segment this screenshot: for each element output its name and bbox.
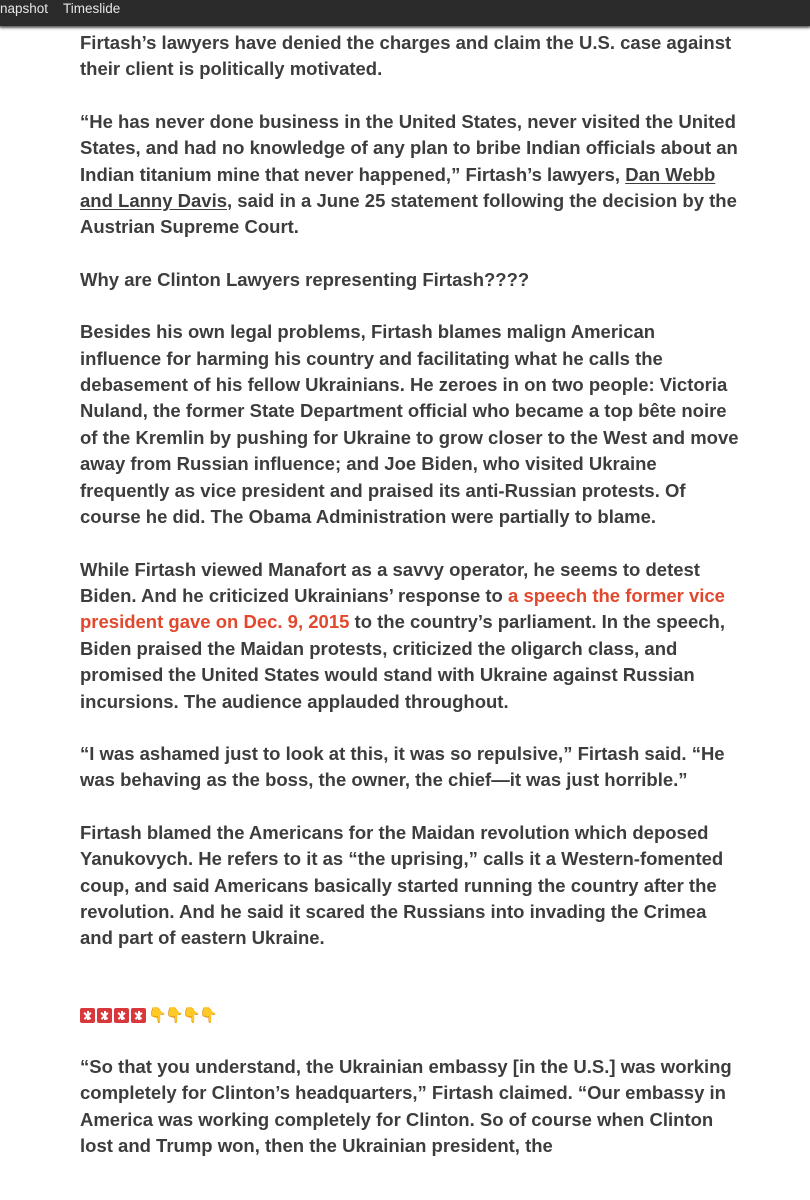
paragraph-maidan-revolution: Firtash blamed the Americans for the Maidan revolution which deposed Yanukovych. He refers to it as “the uprising,” calls it a Western-fomented coup, and said Americans basically started running the country after the revolution. And he said it scared the Russians into invading the Crimea and part of eastern Ukraine. [80,821,724,949]
toolbar-shadow [0,26,810,29]
article-body [80,30,740,1185]
pointing-down-icon: 👇 [182,1005,201,1024]
paragraph-text: While Firtash viewed Manafort as a savvy operator, he seems to detest Biden. And he criticized Ukrainians’ response to [80,558,700,606]
paragraph-text: , said in a June 25 statement following the decision by the Austrian Supreme Court. [80,190,737,238]
paragraph-firtash-quote: “I was ashamed just to look at this, it was so repulsive,” Firtash said. “He was behaving as the boss, the owner, the chief—it was just horrible.” [80,742,725,791]
tab-timeslide[interactable]: Timeslide [63,1,121,16]
paragraph-text: to the country’s parliament. In the speech, Biden praised the Maidan protests, criticized the oligarch class, and promised the United States would stand with Ukraine against Russian incursions. The audience applauded throughout. [80,611,725,712]
paragraph-text: “He has never done business in the United States, never visited the United States, and had no knowledge of any plan to bribe Indian officials about an Indian titanium mine that never happened,” Firtash’s lawyers, [80,110,738,185]
siren-icon [80,1008,95,1023]
top-toolbar [0,0,810,26]
paragraph-clinton-lawyers-question: Why are Clinton Lawyers representing Firtash???? [80,268,530,290]
pointing-down-icon: 👇 [148,1005,167,1024]
siren-icon [97,1008,112,1023]
paragraph-lawyers-statement [80,109,740,241]
paragraph-malign-influence: Besides his own legal problems, Firtash blames malign American influence for harming his country and facilitating what he calls the debasement of his fellow Ukrainians. He zeroes in on two people: Victoria Nuland, the former State Department official who became a top bête noire of the Kremlin by pushing for Ukraine to grow closer to the West and move away from Russian influence; and Joe Biden, who visited Ukraine frequently as vice president and praised its anti-Russian protests. Of course he did. The Obama Administration were partially to blame. [80,321,739,528]
biden-speech-link[interactable]: a speech the former vice president gave on Dec. 9, 2015 [80,584,725,633]
siren-icon [131,1008,146,1023]
emoji-row [80,1004,740,1028]
paragraph-lawyers-denial: Firtash’s lawyers have denied the charges and claim the U.S. case against their client is politically motivated. [80,32,732,80]
paragraph-embassy-claim: “So that you understand, the Ukrainian embassy [in the U.S.] was working completely for Clinton’s headquarters,” Firtash claimed. “Our embassy in America was working completely for Clinton. So of course when Clinton lost and Trump won, then the Ukrainian president, the [80,1055,732,1156]
pointing-down-icon: 👇 [199,1005,218,1024]
paragraph-biden-speech [80,557,740,715]
tab-snapshot[interactable]: napshot [0,1,49,16]
lawyers-link[interactable]: Dan Webb and Lanny Davis [80,163,716,212]
siren-icon [114,1008,129,1023]
pointing-down-icon: 👇 [165,1005,184,1024]
